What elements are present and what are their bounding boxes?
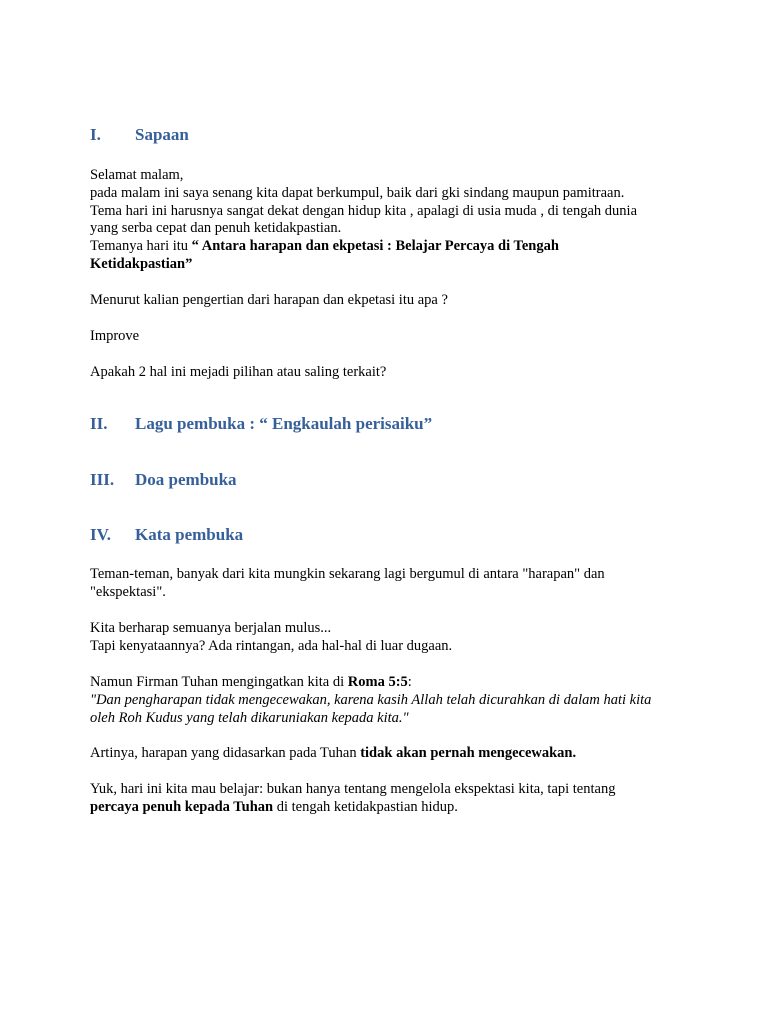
kata-paragraph-4 <box>90 745 690 763</box>
section-title: Sapaan <box>135 125 189 144</box>
body-text: di tengah ketidakpastian hidup. <box>273 798 458 815</box>
improve-paragraph <box>90 328 690 346</box>
theme-title: “ Antara harapan dan ekpetasi : Belajar Percaya di Tengah <box>191 238 559 255</box>
improve-text: Improve <box>90 328 140 344</box>
emphasis-text: percaya penuh kepada Tuhan <box>90 798 274 815</box>
body-text: "ekspektasi". <box>90 583 166 600</box>
kata-paragraph-5 <box>90 781 690 817</box>
section-heading-sapaan <box>90 125 189 145</box>
kata-paragraph-3 <box>90 674 690 727</box>
greeting-text: Selamat malam, <box>90 167 184 183</box>
question-text: Apakah 2 hal ini mejadi pilihan atau saling terkait? <box>90 364 387 380</box>
body-text: Tema hari ini harusnya sangat dekat dengan hidup kita , apalagi di usia muda , di tengah dunia <box>90 202 638 219</box>
section-number: IV. <box>90 525 111 544</box>
body-text: Namun Firman Tuhan mengingatkan kita di <box>90 674 348 690</box>
body-text: Kita berharap semuanya berjalan mulus... <box>90 620 332 636</box>
section-heading-lagu <box>90 414 432 434</box>
body-text: yang serba cepat dan penuh ketidakpastian. <box>90 220 342 237</box>
section-number: II. <box>90 414 108 433</box>
body-text: Yuk, hari ini kita mau belajar: bukan hanya tentang mengelola ekspektasi kita, tapi tentang <box>90 781 616 797</box>
verse-quote: oleh Roh Kudus yang telah dikaruniakan kepada kita." <box>90 709 409 726</box>
kata-paragraph-2 <box>90 620 690 656</box>
section-title: Lagu pembuka : “ Engkaulah perisaiku” <box>135 414 433 433</box>
kata-paragraph-1 <box>90 566 690 602</box>
section-title: Doa pembuka <box>135 470 237 489</box>
verse-reference: Roma 5:5 <box>347 674 408 690</box>
body-text: pada malam ini saya senang kita dapat berkumpul, baik dari gki sindang maupun pamitraan. <box>90 184 625 201</box>
body-text: Tapi kenyataannya? Ada rintangan, ada hal-hal di luar dugaan. <box>90 637 453 654</box>
sapaan-paragraph <box>90 167 690 274</box>
body-text: : <box>407 674 412 690</box>
emphasis-text: tidak akan pernah mengecewakan. <box>360 745 577 761</box>
section-number: I. <box>90 125 101 144</box>
theme-title-cont: Ketidakpastian” <box>90 255 193 272</box>
theme-prefix: Temanya hari itu <box>90 238 192 255</box>
section-number: III. <box>90 470 115 489</box>
verse-quote: "Dan pengharapan tidak mengecewakan, karena kasih Allah telah dicurahkan di dalam hati kita <box>90 691 652 708</box>
question-paragraph <box>90 292 690 310</box>
section-heading-doa <box>90 470 237 490</box>
section-heading-kata <box>90 525 243 545</box>
body-text: Artinya, harapan yang didasarkan pada Tuhan <box>90 745 361 761</box>
question-text: Menurut kalian pengertian dari harapan dan ekpetasi itu apa ? <box>90 292 448 308</box>
body-text: Teman-teman, banyak dari kita mungkin sekarang lagi bergumul di antara "harapan" dan <box>90 566 605 582</box>
section-title: Kata pembuka <box>135 525 244 544</box>
question-paragraph <box>90 364 690 382</box>
